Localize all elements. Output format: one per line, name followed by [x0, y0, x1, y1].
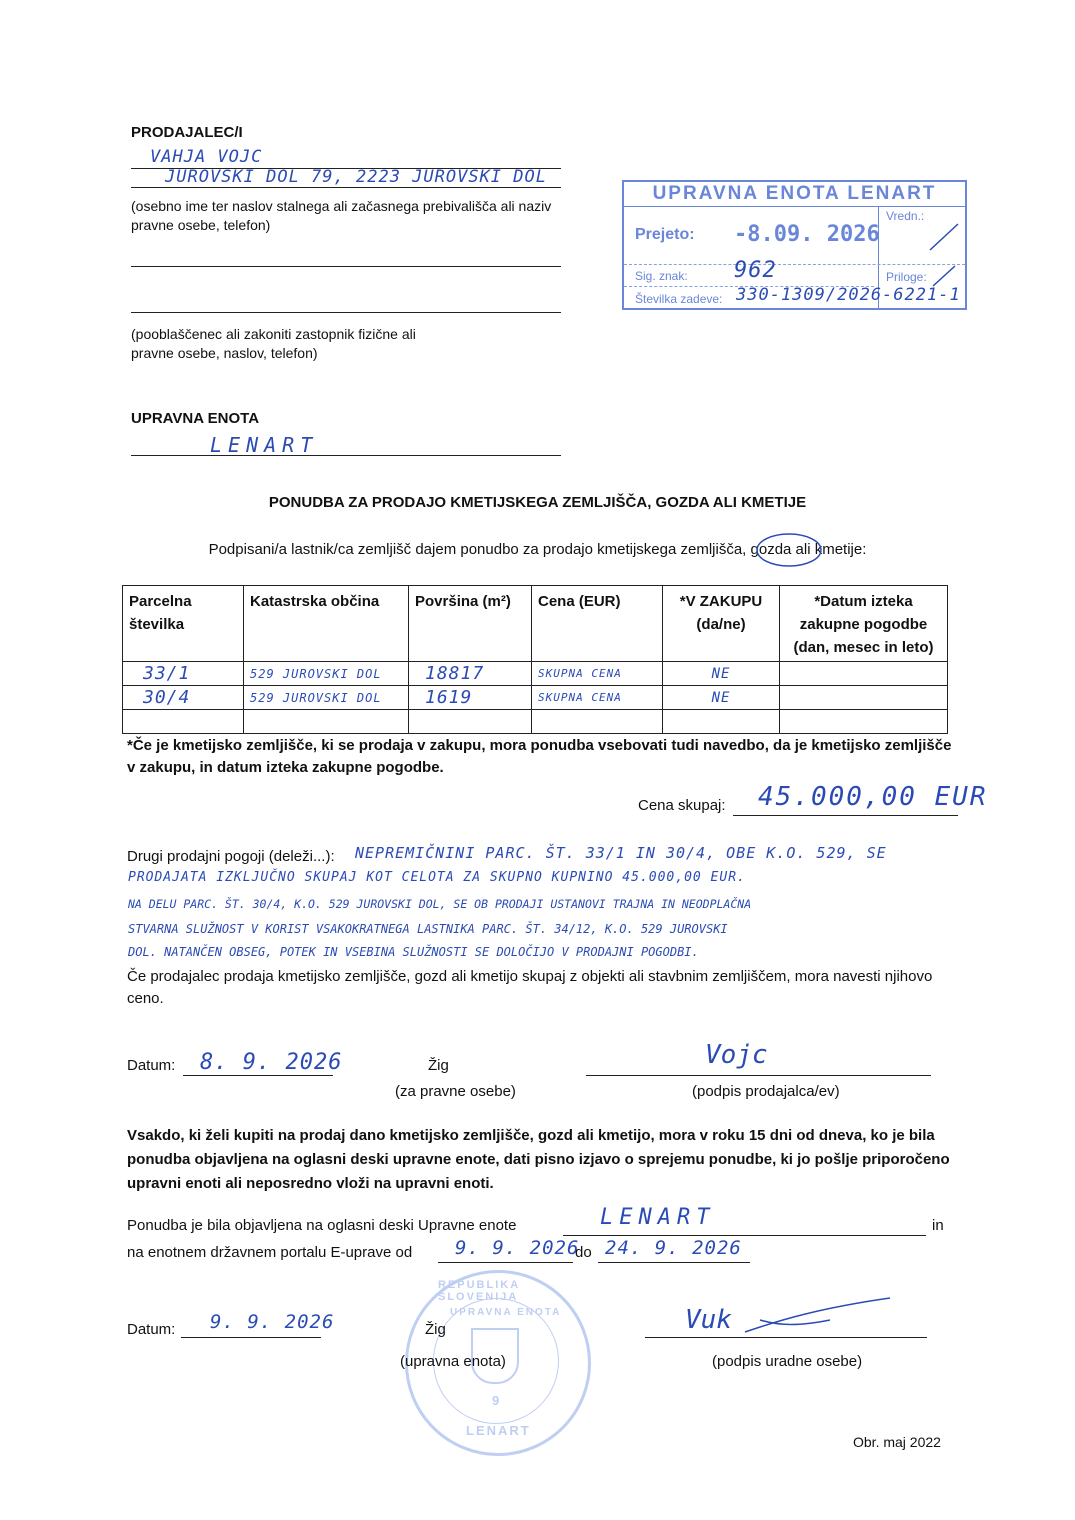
other-terms-label: Drugi prodajni pogoji (deleži...):	[127, 848, 335, 865]
total-value-handwritten: 45.000,00 EUR	[758, 782, 988, 812]
cell-price: SKUPNA CENA	[532, 662, 663, 686]
header-parcel: Parcelna številka	[123, 586, 244, 662]
seal-text-number: 9	[492, 1393, 502, 1408]
cell-lease: NE	[663, 686, 780, 710]
cell-area: 18817	[409, 662, 532, 686]
seller-seal-label: Žig	[428, 1057, 449, 1074]
received-stamp	[622, 180, 967, 310]
cell-cadastral: 529 JUROVSKI DOL	[244, 662, 409, 686]
objects-note: Če prodajalec prodaja kmetijsko zemljišče, gozd ali kmetijo skupaj z objekti ali stavbnim zemljiščem, mora navesti njihovo ceno.	[127, 968, 933, 1007]
publication-suffix: in	[932, 1217, 944, 1234]
acceptance-notice: Vsakdo, ki želi kupiti na prodaj dano kmetijsko zemljišče, gozd ali kmetijo, mora v roku 15 dni od dneva, ko je bila ponudba objavljena na oglasni deski upravne enote, dati pisno izjavo o sprejemu ponudbe, ki jo pošlje priporočeno upravni enoti ali neposredno vloži na upravni enoti.	[127, 1127, 950, 1192]
seller-signature-handwritten: Vojc	[705, 1040, 768, 1070]
stamp-title: UPRAVNA ENOTA LENART	[624, 182, 965, 207]
cell-parcel: 33/1	[123, 662, 244, 686]
parcel-table	[122, 585, 948, 734]
cell-area	[409, 710, 532, 734]
stamp-sign-handwritten: 962	[734, 258, 777, 283]
publication-prefix: Ponudba je bila objavljena na oglasni deski Upravne enote	[127, 1217, 517, 1234]
seller-signature-caption: (podpis prodajalca/ev)	[692, 1083, 840, 1100]
stamp-slash-mark-2	[929, 262, 959, 292]
cell-lease-expiry	[780, 710, 948, 734]
seller-address-line	[131, 187, 561, 188]
seller-date-handwritten: 8. 9. 2026	[200, 1050, 343, 1075]
cell-parcel: 30/4	[123, 686, 244, 710]
official-date-handwritten: 9. 9. 2026	[210, 1311, 335, 1333]
publication-from-handwritten: 9. 9. 2026	[455, 1237, 580, 1259]
cell-area: 1619	[409, 686, 532, 710]
publication-to-label: do	[575, 1244, 592, 1261]
document-title: PONUDBA ZA PRODAJO KMETIJSKEGA ZEMLJIŠČA, GOZDA ALI KMETIJE	[268, 494, 807, 511]
publication-to-line	[598, 1262, 750, 1263]
cell-cadastral: 529 JUROVSKI DOL	[244, 686, 409, 710]
seller-address-handwritten: JUROVSKI DOL 79, 2223 JUROVSKI DOL	[165, 167, 547, 187]
stamp-slash-mark	[924, 218, 964, 258]
other-terms-line-1: NEPREMIČNINI PARC. ŠT. 33/1 IN 30/4, OBE K.O. 529, SE	[355, 844, 887, 862]
seal-text-top: REPUBLIKA SLOVENIJA	[438, 1279, 520, 1303]
seal-text-inner: UPRAVNA ENOTA	[450, 1307, 562, 1318]
publication-office-handwritten: LENART	[600, 1205, 716, 1230]
cell-lease-expiry	[780, 662, 948, 686]
cell-price: SKUPNA CENA	[532, 686, 663, 710]
seller-date-label: Datum:	[127, 1057, 176, 1074]
office-heading: UPRAVNA ENOTA	[131, 410, 260, 427]
intro-text: Podpisani/a lastnik/ca zemljišč dajem ponudbo za prodajo kmetijskega zemljišča, gozda ali kmetije:	[208, 541, 867, 558]
circled-option-mark	[754, 531, 824, 569]
table-row	[123, 710, 948, 734]
official-signature-stroke	[740, 1290, 900, 1340]
office-line	[131, 455, 561, 456]
stamp-value-label: Vredn.:	[886, 209, 925, 223]
proxy-caption: (pooblaščenec ali zakoniti zastopnik fizične ali pravne osebe, naslov, telefon)	[131, 326, 416, 361]
other-terms-line-4: STVARNA SLUŽNOST V KORIST VSAKOKRATNEGA LASTNIKA PARC. ŠT. 34/12, K.O. 529 JUROVSKI	[128, 922, 728, 936]
official-date-label: Datum:	[127, 1321, 176, 1338]
stamp-sign-label: Sig. znak:	[635, 269, 688, 283]
cell-price	[532, 710, 663, 734]
form-version: Obr. maj 2022	[853, 1434, 941, 1450]
total-label: Cena skupaj:	[638, 797, 726, 814]
seller-heading: PRODAJALEC/I	[131, 124, 243, 141]
seller-name-handwritten: VAHJA VOJC	[150, 147, 263, 167]
stamp-case-handwritten: 330-1309/2026-6221-1	[736, 285, 961, 305]
table-row	[123, 686, 948, 710]
other-terms-line-5: DOL. NATANČEN OBSEG, POTEK IN VSEBINA SLUŽNOSTI SE DOLOČIJO V PRODAJNI POGODBI.	[128, 945, 699, 959]
cell-lease: NE	[663, 662, 780, 686]
seller-seal-caption: (za pravne osebe)	[395, 1083, 516, 1100]
office-name-handwritten: LENART	[210, 433, 319, 457]
publication-line2-prefix: na enotnem državnem portalu E-uprave od	[127, 1244, 413, 1261]
stamp-case-label: Številka zadeve:	[635, 292, 723, 306]
cell-parcel	[123, 710, 244, 734]
seller-signature-line	[586, 1075, 931, 1076]
cell-lease	[663, 710, 780, 734]
cell-cadastral	[244, 710, 409, 734]
publication-office-line	[563, 1235, 926, 1236]
lease-note: *Če je kmetijsko zemljišče, ki se prodaja v zakupu, mora ponudba vsebovati tudi navedbo, da je kmetijsko zemljišče v zakupu, in datum izteka zakupne pogodbe.	[127, 737, 952, 776]
stamp-attach-label: Priloge:	[886, 270, 927, 284]
stamp-row-divider	[624, 264, 965, 265]
seal-text-bottom: LENART	[466, 1423, 531, 1438]
official-seal-label: Žig	[425, 1321, 446, 1338]
header-cadastral: Katastrska občina	[244, 586, 409, 662]
other-terms-line-2: PRODAJATA IZKLJUČNO SKUPAJ KOT CELOTA ZA SKUPNO KUPNINO 45.000,00 EUR.	[128, 870, 746, 885]
total-line	[733, 815, 958, 816]
blank-line-2	[131, 312, 561, 313]
publication-from-line	[438, 1262, 573, 1263]
stamp-received-label: Prejeto:	[635, 226, 695, 243]
table-row	[123, 662, 948, 686]
publication-to-handwritten: 24. 9. 2026	[605, 1237, 742, 1259]
official-signature-caption: (podpis uradne osebe)	[712, 1353, 863, 1370]
header-area: Površina (m²)	[409, 586, 532, 662]
cell-lease-expiry	[780, 686, 948, 710]
header-lease: *V ZAKUPU (da/ne)	[663, 586, 780, 662]
seller-date-line	[183, 1075, 333, 1076]
blank-line-1	[131, 266, 561, 267]
seller-caption: (osebno ime ter naslov stalnega ali začasnega prebivališča ali naziv pravne osebe, telefon)	[131, 198, 552, 233]
header-lease-expiry: *Datum izteka zakupne pogodbe (dan, mesec in leto)	[780, 586, 948, 662]
official-signature-handwritten: Vuk	[685, 1305, 732, 1335]
table-header-row	[123, 586, 948, 662]
stamp-received-date: -8.09. 2026	[734, 222, 880, 247]
official-date-line	[181, 1337, 321, 1338]
official-seal-caption: (upravna enota)	[400, 1353, 506, 1370]
header-price: Cena (EUR)	[532, 586, 663, 662]
other-terms-line-3: NA DELU PARC. ŠT. 30/4, K.O. 529 JUROVSKI DOL, SE OB PRODAJI USTANOVI TRAJNA IN NEODPLAČNA	[128, 897, 752, 911]
